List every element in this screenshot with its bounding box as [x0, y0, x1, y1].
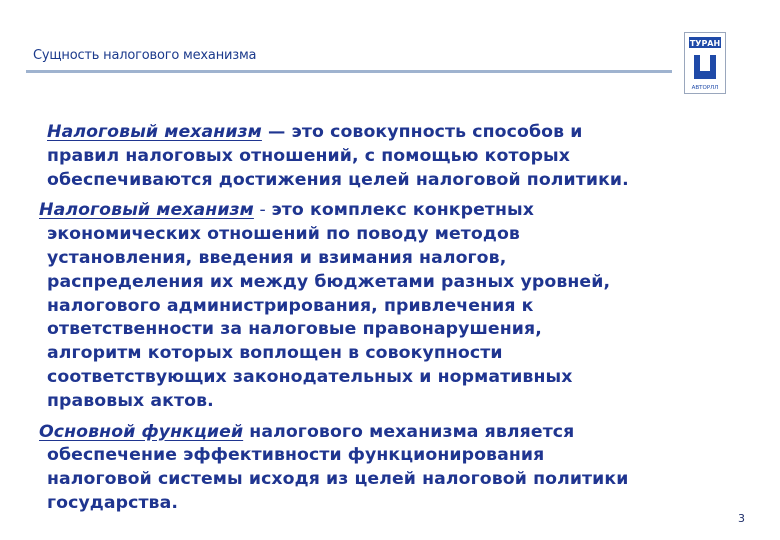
- paragraph-1: [36, 121, 736, 192]
- slide-title: Сущность налогового механизма: [33, 48, 257, 63]
- paragraph-line: ответственности за налоговые правонарушения,: [47, 319, 542, 340]
- term: Основной функцией: [39, 421, 244, 442]
- paragraph-line: обеспечение эффективности функционирования: [47, 445, 545, 466]
- paragraph-line: экономических отношений по поводу методов: [47, 224, 520, 245]
- paragraph-line: государства.: [47, 492, 179, 513]
- paragraph-line: [39, 199, 736, 223]
- slide-body: [36, 121, 736, 516]
- paragraph-line: обеспечиваются достижения целей налоговой политики.: [47, 169, 629, 190]
- paragraph-line: [39, 421, 736, 445]
- paragraph-line: налоговой системы исходя из целей налоговой политики: [47, 469, 629, 490]
- svg-text:АВТОРЛЛ: АВТОРЛЛ: [691, 85, 719, 91]
- turan-logo: [684, 32, 726, 94]
- paragraph-line: соответствующих законодательных и нормативных: [47, 366, 573, 387]
- paragraph-line: алгоритм которых воплощен в совокупности: [47, 343, 503, 364]
- line-text: налогового механизма является: [249, 421, 575, 442]
- paragraph-line: [47, 121, 736, 145]
- paragraph-line: распределения их между бюджетами разных уровней,: [47, 271, 611, 292]
- paragraph-line: правовых актов.: [47, 390, 214, 411]
- paragraph-line: установления, введения и взимания налогов,: [47, 247, 507, 268]
- paragraph-line: налогового администрирования, привлечения к: [47, 295, 534, 316]
- term: Налоговый механизм: [47, 122, 262, 142]
- paragraph-line: правил налоговых отношений, с помощью которых: [47, 145, 571, 166]
- paragraph-2: [36, 199, 736, 413]
- separator: -: [253, 200, 272, 221]
- separator: —: [261, 122, 292, 142]
- page-number: 3: [738, 512, 745, 525]
- title-divider: [26, 70, 672, 73]
- paragraph-3: [36, 421, 736, 516]
- svg-text:ТУРАН: ТУРАН: [689, 39, 721, 48]
- line-text: это совокупность способов и: [291, 122, 583, 142]
- line-text: это комплекс конкретных: [271, 200, 535, 221]
- term: Налоговый механизм: [39, 200, 254, 221]
